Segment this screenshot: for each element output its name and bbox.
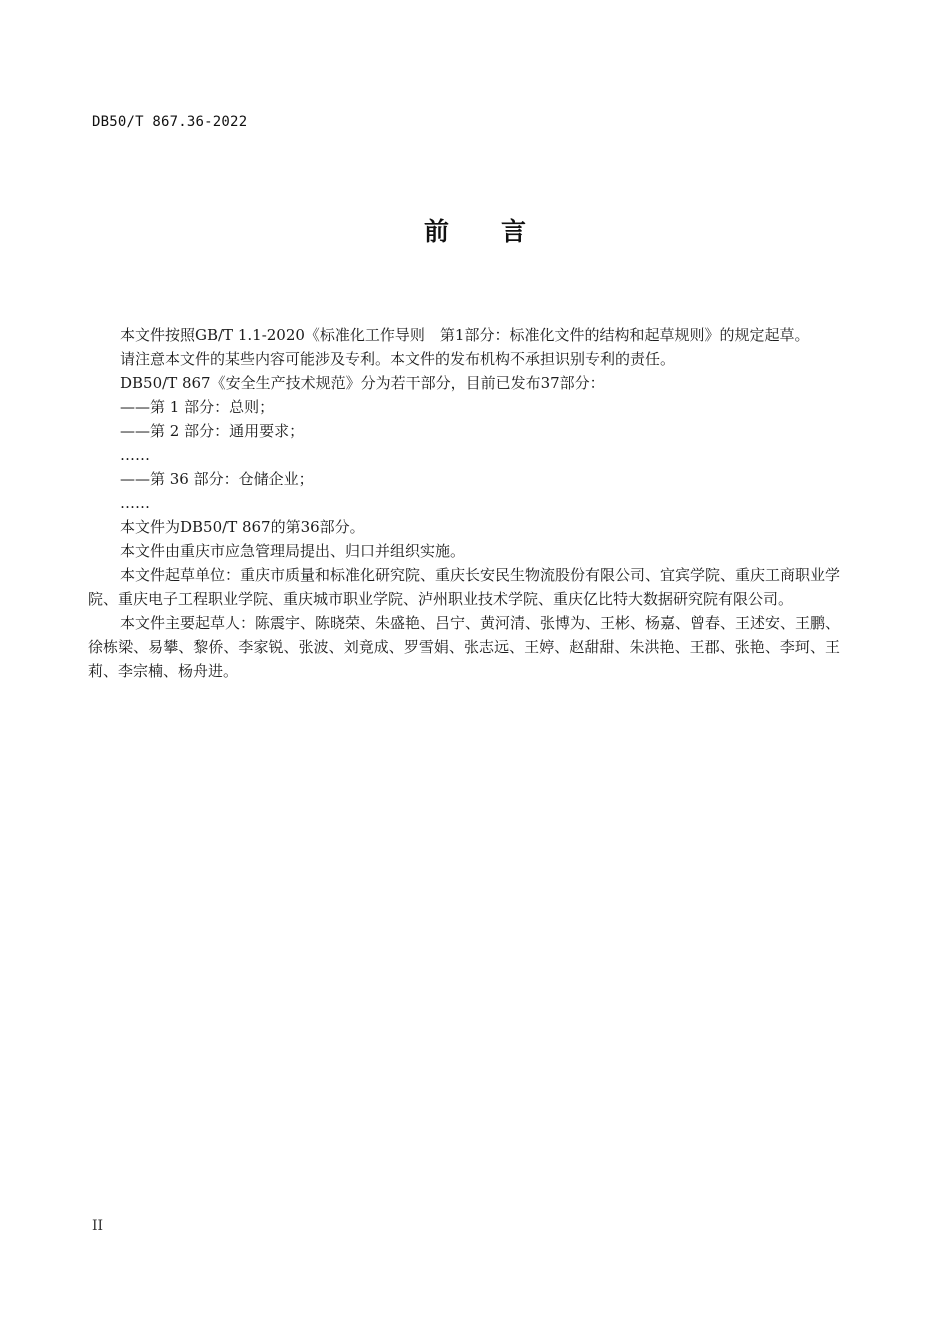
list-item-part-1: ——第 1 部分：总则；	[120, 398, 275, 416]
paragraph-drafting-rules: 本文件按照GB/T 1.1-2020《标准化工作导则 第1部分：标准化文件的结构和起草规则》的规定起草。	[120, 326, 810, 344]
list-ellipsis: ……	[120, 446, 150, 464]
list-item-part-2: ——第 2 部分：通用要求；	[120, 422, 305, 440]
foreword-body	[88, 323, 840, 683]
page-title: 前言	[423, 217, 578, 246]
paragraph-proposer: 本文件由重庆市应急管理局提出、归口并组织实施。	[120, 542, 466, 560]
list-item-part-36: ——第 36 部分：仓储企业；	[120, 470, 314, 488]
paragraph-series-intro: DB50/T 867《安全生产技术规范》分为若干部分，目前已发布37部分：	[120, 374, 605, 392]
paragraph-patent-notice: 请注意本文件的某些内容可能涉及专利。本文件的发布机构不承担识别专利的责任。	[120, 350, 676, 368]
document-code: DB50/T 867.36-2022	[92, 114, 248, 130]
list-ellipsis: ……	[120, 494, 150, 512]
paragraph-drafting-units: 本文件起草单位：重庆市质量和标准化研究院、重庆长安民生物流股份有限公司、宜宾学院、重庆工商职业学院、重庆电子工程职业学院、重庆城市职业学院、泸州职业技术学院、重庆亿比特大数据研究院有限公司。	[88, 566, 841, 608]
paragraph-part-statement: 本文件为DB50/T 867的第36部分。	[120, 518, 365, 536]
page-number: II	[92, 1218, 104, 1234]
paragraph-drafters: 本文件主要起草人：陈震宇、陈晓荣、朱盛艳、吕宁、黄河清、张博为、王彬、杨嘉、曾春、王述安、王鹏、徐栋梁、易攀、黎侨、李家锐、张波、刘竟成、罗雪娟、张志远、王婷、赵甜甜、朱洪艳、王郡、张艳、李珂、王莉、李宗楠、杨舟进。	[88, 614, 841, 680]
